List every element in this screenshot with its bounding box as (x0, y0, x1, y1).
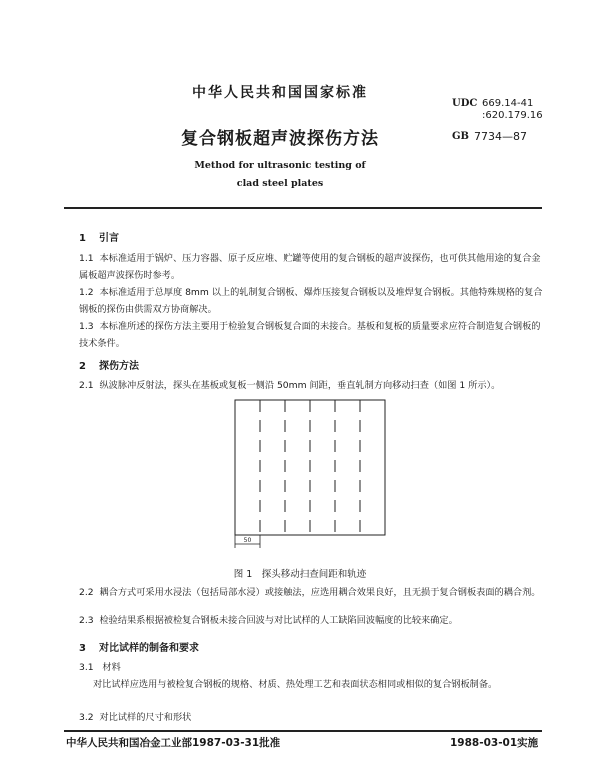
clause-number: 1.2 (79, 287, 94, 298)
section-title: 对比试样的制备和要求 (99, 643, 199, 654)
udc-line-1: 669.14-41 (482, 98, 534, 109)
section-title: 探伤方法 (99, 361, 139, 372)
udc-line-2: :620.179.16 (482, 110, 543, 121)
document-title-en (0, 157, 560, 193)
clause-text: 检验结果系根据被检复合钢板未接合回波与对比试样的人工缺陷回波幅度的比较来确定。 (99, 615, 458, 626)
paragraph-2-3 (79, 612, 543, 629)
clause-text: 耦合方式可采用水浸法（包括局部水浸）或接触法，应选用耦合效果良好，且无损于复合钢板表面的耦合剂。 (99, 587, 541, 598)
clause-text: 本标准所述的探伤方法主要用于检验复合钢板复合面的未接合。基板和复板的质量要求应符合制造复合钢板的技术条件。 (79, 321, 541, 349)
section-number: 1 (79, 233, 86, 244)
clause-3-1-heading (79, 659, 543, 676)
dimension-label: 50 (243, 537, 252, 544)
paragraph-1-1 (79, 250, 543, 284)
clause-number: 2.3 (79, 615, 94, 626)
implementation-date: 1988-03-01实施 (450, 737, 539, 749)
scan-pattern-figure (225, 392, 395, 552)
section-1-heading (79, 229, 119, 244)
footer-rule (64, 730, 542, 732)
section-title: 引言 (99, 233, 119, 244)
gb-number: 7734—87 (474, 130, 527, 143)
clause-number: 3.1 (79, 662, 94, 673)
section-number: 3 (79, 643, 86, 654)
standard-org: 中华人民共和国国家标准 (192, 85, 368, 101)
paragraph-2-2 (79, 584, 543, 601)
clause-number: 1.3 (79, 321, 94, 332)
section-2-heading (79, 357, 139, 372)
section-3-heading (79, 639, 199, 654)
udc-value (482, 98, 543, 122)
figure-caption: 图 1 探头移动扫查间距和轨迹 (233, 569, 367, 580)
clause-number: 2.1 (79, 380, 94, 391)
header-rule (64, 207, 542, 209)
clause-text: 本标准适用于锅炉、压力容器、原子反应堆、贮罐等使用的复合钢板的超声波探伤，也可供其他用途的复合金属板超声波探伤时参考。 (79, 253, 541, 281)
paragraph-1-3 (79, 318, 543, 352)
paragraph-3-1: 对比试样应选用与被检复合钢板的规格、材质、热处理工艺和表面状态相同或相似的复合钢板制备。 (93, 679, 498, 690)
document-title-cn: 复合钢板超声波探伤方法 (181, 129, 379, 149)
clause-text: 纵波脉冲反射法，探头在基板或复板一侧沿 50mm 间距，垂直轧制方向移动扫查（如图 1 所示）。 (99, 380, 501, 391)
clause-number: 3.2 (79, 712, 94, 723)
approval-statement: 中华人民共和国冶金工业部1987-03-31批准 (66, 737, 281, 749)
paragraph-1-2 (79, 284, 543, 318)
title-en-line-2: clad steel plates (236, 178, 324, 189)
gb-label: GB (452, 131, 469, 142)
title-en-line-1: Method for ultrasonic testing of (194, 160, 366, 171)
clause-label: 对比试样的尺寸和形状 (99, 712, 192, 723)
udc-label: UDC (452, 98, 478, 109)
clause-label: 材料 (102, 662, 121, 673)
clause-number: 1.1 (79, 253, 94, 264)
clause-number: 2.2 (79, 587, 94, 598)
section-number: 2 (79, 361, 86, 372)
clause-text: 本标准适用于总厚度 8mm 以上的轧制复合钢板、爆炸压接复合钢板以及堆焊复合钢板。其他特殊规格的复合钢板的探伤由供需双方协商解决。 (79, 287, 543, 315)
clause-3-2-heading (79, 709, 543, 726)
